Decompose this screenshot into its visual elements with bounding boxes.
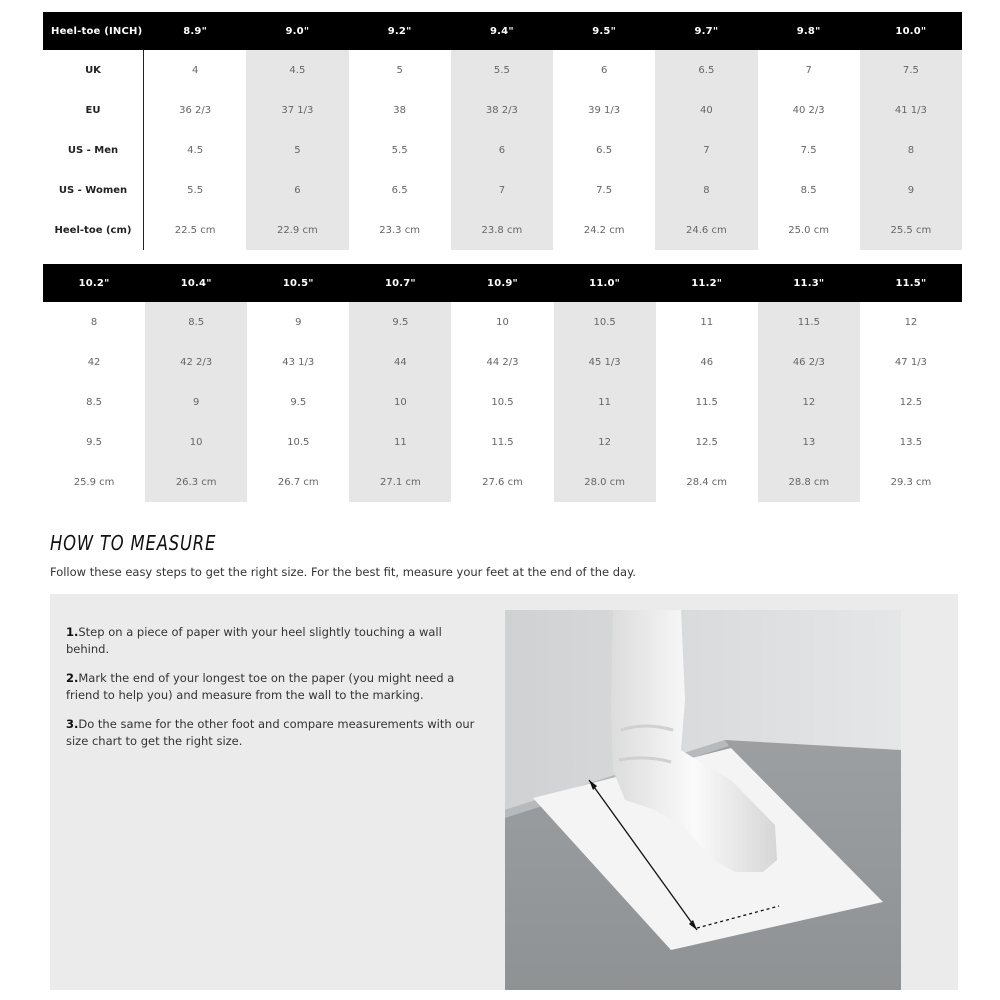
table-cell: 6.5	[698, 64, 715, 76]
table-cell: 7	[805, 64, 812, 76]
table-cell: 6	[498, 144, 506, 156]
column-header: 10.0"	[895, 25, 927, 37]
table-cell: 8	[703, 184, 710, 196]
table-cell: 12	[598, 436, 611, 448]
table-cell: 29.3 cm	[890, 476, 932, 488]
foot-measure-photo	[505, 610, 901, 990]
table-cell: 10	[394, 396, 407, 408]
table-cell: 23.8 cm	[481, 224, 523, 236]
table-cell: 5.5	[187, 184, 204, 196]
table-cell: 8	[90, 316, 98, 328]
table-header-row	[43, 264, 962, 302]
size-column	[655, 50, 757, 250]
table-cell: 6.5	[391, 184, 408, 196]
table-cell: 10	[496, 316, 509, 328]
table-cell: 10.5	[491, 396, 514, 408]
table-cell: 41 1/3	[894, 104, 927, 116]
table-cell: 38	[393, 104, 406, 116]
table-cell: 9	[295, 316, 302, 328]
table-cell: 37 1/3	[281, 104, 314, 116]
row-label: EU	[85, 104, 101, 116]
table-cell: 5.5	[391, 144, 408, 156]
table-cell: 27.1 cm	[380, 476, 421, 488]
table-cell: 8.5	[86, 396, 102, 408]
table-cell: 6	[294, 184, 301, 196]
size-column	[451, 302, 553, 502]
table-cell: 9	[192, 396, 200, 408]
step-number: 2.	[66, 671, 79, 685]
row-label: US - Men	[67, 144, 119, 156]
section-subtitle: Follow these easy steps to get the right size. For the best fit, measure your feet at the end of the day.	[50, 565, 636, 579]
table-cell: 42	[87, 356, 101, 368]
step-number: 1.	[66, 625, 79, 639]
table-cell: 28.4 cm	[686, 476, 728, 488]
size-column	[451, 50, 553, 250]
table-cell: 8.5	[188, 316, 205, 328]
row-label-column	[43, 50, 144, 250]
column-header: 10.9"	[487, 277, 518, 289]
table-header-row	[43, 12, 962, 50]
size-column	[758, 302, 860, 502]
column-header: 11.2"	[691, 277, 723, 289]
table-cell: 40 2/3	[792, 104, 825, 116]
table-cell: 24.6 cm	[686, 224, 727, 236]
size-column	[349, 50, 451, 250]
size-column	[860, 50, 962, 250]
table-cell: 12	[904, 316, 918, 328]
column-header: 9.7"	[694, 25, 719, 37]
table-cell: 22.9 cm	[277, 224, 318, 236]
size-column	[758, 50, 860, 250]
table-cell: 8	[907, 144, 915, 156]
table-cell: 10	[189, 436, 203, 448]
step-text: Mark the end of your longest toe on the paper (you might need a friend to help you) and measure from the wall to the marking.	[66, 671, 455, 702]
table-cell: 46 2/3	[792, 356, 825, 368]
column-header: 11.3"	[793, 277, 825, 289]
column-header: 11.5"	[895, 277, 927, 289]
step-text: Do the same for the other foot and compare measurements with our size chart to get the right size.	[66, 717, 475, 748]
size-column	[656, 302, 758, 502]
step-item	[66, 670, 486, 704]
table-cell: 7	[703, 144, 710, 156]
table-cell: 45 1/3	[588, 356, 621, 368]
table-cell: 11	[598, 396, 611, 408]
step-text: Step on a piece of paper with your heel slightly touching a wall behind.	[66, 625, 442, 656]
column-header: 9.4"	[490, 25, 514, 37]
row-label: Heel-toe (cm)	[54, 224, 132, 236]
table-cell: 11.5	[695, 396, 718, 408]
table-cell: 5.5	[493, 64, 510, 76]
column-header: 11.0"	[589, 277, 621, 289]
table-cell: 26.7 cm	[277, 476, 319, 488]
size-column	[554, 302, 656, 502]
table-cell: 12	[802, 396, 816, 408]
table-cell: 8.5	[800, 184, 817, 196]
step-item	[66, 716, 486, 750]
step-number: 3.	[66, 717, 79, 731]
section-title: HOW TO MEASURE	[50, 531, 217, 555]
table-cell: 13.5	[899, 436, 923, 448]
column-header: 8.9"	[183, 25, 207, 37]
table-cell: 26.3 cm	[175, 476, 217, 488]
table-cell: 36 2/3	[179, 104, 212, 116]
table-cell: 4	[191, 64, 199, 76]
column-header: 9.2"	[387, 25, 412, 37]
column-header: 10.2"	[78, 277, 110, 289]
column-header: 10.4"	[180, 277, 212, 289]
table-cell: 25.0 cm	[788, 224, 829, 236]
table-cell: 47 1/3	[894, 356, 927, 368]
size-chart-table-1	[43, 12, 962, 250]
table-cell: 7.5	[800, 144, 817, 156]
table-cell: 40	[700, 104, 713, 116]
table-cell: 39 1/3	[588, 104, 621, 116]
table-cell: 7.5	[596, 184, 613, 196]
table-cell: 23.3 cm	[379, 224, 420, 236]
column-header: 9.8"	[796, 25, 821, 37]
header-label: Heel-toe (INCH)	[51, 25, 143, 37]
size-chart-table-2	[43, 264, 962, 502]
table-cell: 5	[294, 144, 301, 156]
table-cell: 22.5 cm	[174, 224, 216, 236]
column-header: 10.7"	[384, 277, 416, 289]
table-cell: 11.5	[491, 436, 514, 448]
size-column	[43, 302, 145, 502]
how-to-measure-panel	[50, 594, 958, 990]
table-cell: 11	[394, 436, 407, 448]
table-cell: 6	[600, 64, 608, 76]
size-column	[349, 302, 451, 502]
row-label: UK	[85, 64, 101, 76]
table-cell: 44 2/3	[486, 356, 519, 368]
table-cell: 7.5	[902, 64, 919, 76]
row-label: US - Women	[58, 184, 128, 196]
size-column	[247, 302, 349, 502]
table-cell: 12.5	[695, 436, 718, 448]
table-cell: 10.5	[287, 436, 310, 448]
size-column	[553, 50, 655, 250]
size-column	[860, 302, 962, 502]
table-cell: 4.5	[289, 64, 306, 76]
table-cell: 11	[700, 316, 714, 328]
size-column	[246, 50, 348, 250]
table-cell: 38 2/3	[485, 104, 518, 116]
table-cell: 43 1/3	[282, 356, 315, 368]
size-column	[145, 302, 247, 502]
table-cell: 9.5	[392, 316, 409, 328]
table-cell: 27.6 cm	[482, 476, 523, 488]
table-cell: 9	[907, 184, 915, 196]
table-body	[43, 50, 962, 250]
table-cell: 9.5	[86, 436, 102, 448]
column-header: 9.5"	[592, 25, 616, 37]
step-item	[66, 624, 486, 658]
table-cell: 12.5	[899, 396, 923, 408]
table-cell: 25.5 cm	[890, 224, 932, 236]
table-cell: 28.8 cm	[788, 476, 830, 488]
table-cell: 25.9 cm	[73, 476, 115, 488]
table-cell: 4.5	[187, 144, 204, 156]
column-header: 9.0"	[285, 25, 310, 37]
table-cell: 6.5	[596, 144, 613, 156]
size-column	[144, 50, 246, 250]
table-cell: 13	[802, 436, 816, 448]
table-cell: 11.5	[797, 316, 820, 328]
table-cell: 46	[700, 356, 714, 368]
column-header: 10.5"	[282, 277, 314, 289]
table-cell: 42 2/3	[180, 356, 213, 368]
table-body	[43, 302, 962, 502]
table-cell: 24.2 cm	[583, 224, 625, 236]
table-cell: 7	[498, 184, 506, 196]
table-cell: 28.0 cm	[584, 476, 625, 488]
table-cell: 9.5	[290, 396, 307, 408]
foot-measure-illustration	[505, 610, 901, 990]
steps-list	[66, 624, 486, 762]
table-cell: 44	[394, 356, 407, 368]
table-cell: 10.5	[593, 316, 616, 328]
table-cell: 5	[396, 64, 403, 76]
